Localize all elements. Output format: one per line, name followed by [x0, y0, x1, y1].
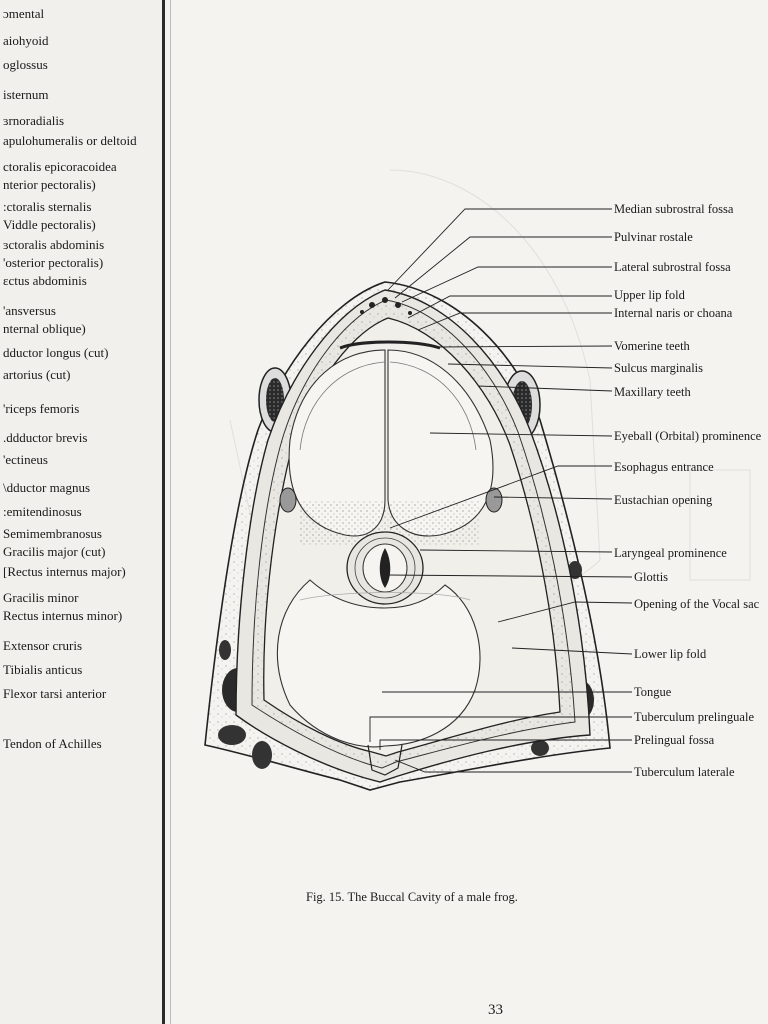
callout-internal-naris: Internal naris or choana: [614, 306, 733, 320]
left-label: Viddle pectoralis): [3, 217, 96, 232]
figure-caption: Fig. 15. The Buccal Cavity of a male frog.: [306, 890, 518, 904]
left-label: Rectus internus minor): [3, 608, 123, 623]
left-label: ɔmental: [3, 6, 45, 21]
left-label: aiohyoid: [3, 33, 49, 48]
left-label: :ctoralis sternalis: [3, 199, 92, 214]
callout-prelingual-fossa: Prelingual fossa: [634, 733, 715, 747]
left-label: Flexor tarsi anterior: [3, 686, 107, 701]
left-label: nternal oblique): [3, 321, 86, 336]
callout-esophagus-entrance: Esophagus entrance: [614, 460, 714, 474]
callout-vocal-sac-opening: Opening of the Vocal sac: [634, 597, 760, 611]
callout-pulvinar-rostale: Pulvinar rostale: [614, 230, 693, 244]
callout-maxillary-teeth: Maxillary teeth: [614, 385, 691, 399]
callout-eyeball-prominence: Eyeball (Orbital) prominence: [614, 429, 762, 443]
left-label: ɛctus abdominis: [3, 273, 87, 288]
left-label: .ddductor brevis: [3, 430, 88, 445]
left-label: isternum: [3, 87, 49, 102]
left-label: 'osterior pectoralis): [3, 255, 104, 270]
callout-sulcus-marginalis: Sulcus marginalis: [614, 361, 704, 375]
left-label: ɜrnoradialis: [3, 113, 65, 128]
callout-upper-lip-fold: Upper lip fold: [614, 288, 685, 302]
callout-lower-lip-fold: Lower lip fold: [634, 647, 707, 661]
left-label: Gracilis major (cut): [3, 544, 106, 559]
callout-laryngeal-prominence: Laryngeal prominence: [614, 546, 727, 560]
callout-tongue: Tongue: [634, 685, 672, 699]
left-label: oglossus: [3, 57, 48, 72]
left-label: ctoralis epicoracoidea: [3, 159, 117, 174]
left-label: apulohumeralis or deltoid: [3, 133, 137, 148]
left-label: 'riceps femoris: [3, 401, 80, 416]
left-label: \dductor magnus: [3, 480, 91, 495]
left-label: ɜctoralis abdominis: [3, 237, 105, 252]
callout-tuberculum-laterale: Tuberculum laterale: [634, 765, 735, 779]
callout-vomerine-teeth: Vomerine teeth: [614, 339, 690, 353]
left-label: Gracilis minor: [3, 590, 79, 605]
left-label: Extensor cruris: [3, 638, 83, 653]
callout-lateral-subrostral-fossa: Lateral subrostral fossa: [614, 260, 731, 274]
left-label: nterior pectoralis): [3, 177, 96, 192]
left-label: Semimembranosus: [3, 526, 102, 541]
page-number: 33: [488, 1002, 503, 1018]
left-label: Tendon of Achilles: [3, 736, 102, 751]
callout-glottis: Glottis: [634, 570, 669, 584]
left-label: [Rectus internus major): [3, 564, 126, 579]
left-label: artorius (cut): [3, 367, 71, 382]
callout-eustachian-opening: Eustachian opening: [614, 493, 713, 507]
callout-median-subrostral-fossa: Median subrostral fossa: [614, 202, 734, 216]
left-label: 'ansversus: [3, 303, 56, 318]
left-label: :emitendinosus: [3, 504, 82, 519]
left-label: dductor longus (cut): [3, 345, 109, 360]
callout-tuberculum-prelinguale: Tuberculum prelinguale: [634, 710, 755, 724]
left-label: Tibialis anticus: [3, 662, 83, 677]
left-label: 'ectineus: [3, 452, 48, 467]
